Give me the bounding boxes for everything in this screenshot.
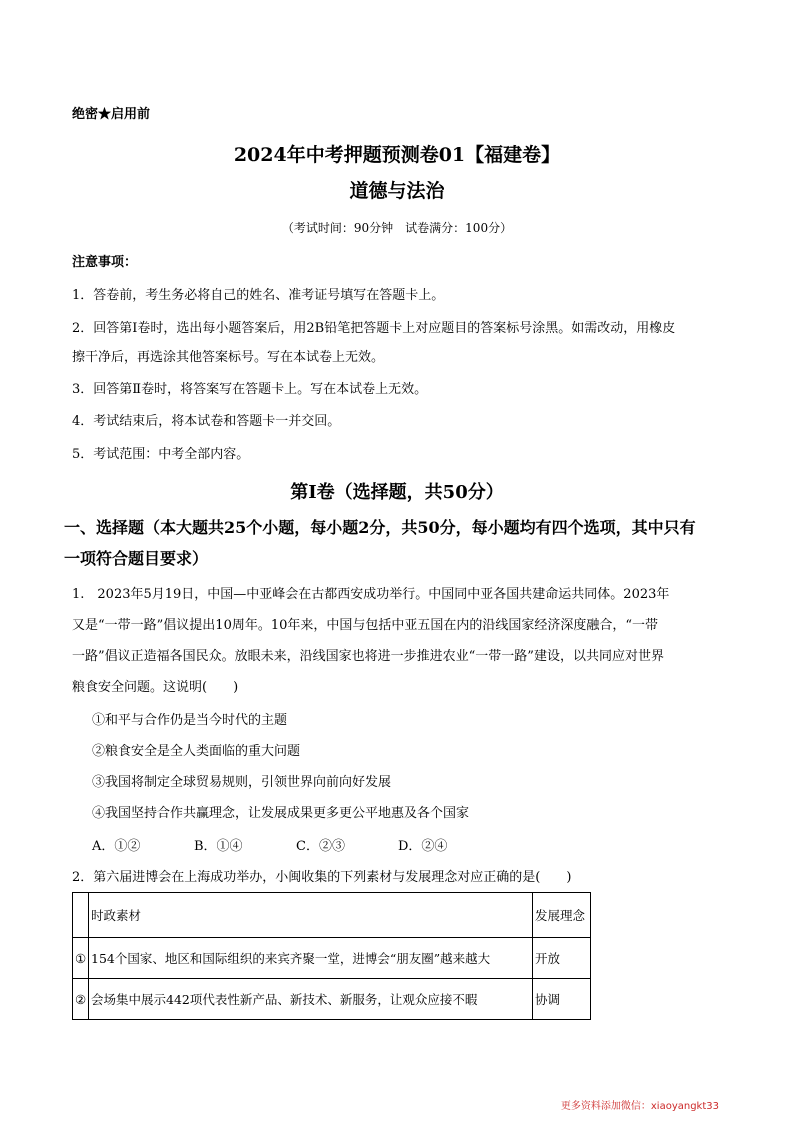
exam-info: （考试时间：90分钟 试卷满分：100分）: [281, 221, 513, 235]
notice-item: 1．答卷前，考生务必将自己的姓名、准考证号填写在答题卡上。: [72, 288, 445, 303]
notice-item: 2．回答第Ⅰ卷时，选出每小题答案后，用2B铅笔把答题卡上对应题目的答案标号涂黑。如需改动，用橡皮: [72, 321, 676, 336]
table-header-row: [73, 893, 591, 938]
table-cell: 协调: [533, 979, 591, 1020]
table-cell: ②: [73, 979, 89, 1020]
option-c: C．②③: [296, 839, 345, 854]
option-a: A．①②: [92, 839, 141, 854]
question-1-line: 一路”倡议正造福各国民众。放眼未来，沿线国家也将进一步推进农业“一带一路”建设，以共同应对世界: [72, 649, 664, 664]
option-b: B．①④: [194, 839, 243, 854]
exam-title: 2024年中考押题预测卷01【福建卷】: [233, 144, 561, 166]
statement: ①和平与合作仍是当今时代的主题: [92, 713, 288, 728]
subject-title: 道德与法治: [349, 180, 445, 202]
statement: ②粮食安全是全人类面临的重大问题: [92, 744, 301, 759]
notice-heading: 注意事项：: [72, 255, 138, 270]
table-row: [73, 938, 591, 979]
confidential-mark: 绝密★启用前: [72, 107, 151, 122]
table-cell: ①: [73, 938, 89, 979]
notice-item: 3．回答第Ⅱ卷时，将答案写在答题卡上。写在本试卷上无效。: [72, 382, 428, 397]
notice-item: 擦干净后，再选涂其他答案标号。写在本试卷上无效。: [72, 350, 385, 365]
section-heading: 一项符合题目要求）: [64, 549, 209, 568]
footer-watermark: 更多资料添加微信：xiaoyangkt33: [560, 1101, 719, 1112]
table-row: [73, 979, 591, 1020]
part-title: 第Ⅰ卷（选择题，共50分）: [290, 482, 504, 503]
statement: ④我国坚持合作共赢理念，让发展成果更多更公平地惠及各个国家: [92, 806, 470, 821]
question-1-line: 粮食安全问题。这说明( ): [72, 680, 239, 695]
material-table: [72, 892, 591, 1020]
table-cell: 154个国家、地区和国际组织的来宾齐聚一堂，进博会“朋友圈”越来越大: [89, 938, 533, 979]
option-d: D．②④: [398, 839, 448, 854]
question-1-line: 又是“一带一路”倡议提出10周年。10年来，中国与包括中亚五国在内的沿线国家经济深度融合，“一带: [72, 618, 659, 633]
notice-item: 4．考试结束后，将本试卷和答题卡一并交回。: [72, 414, 341, 429]
answer-options: [92, 835, 447, 854]
table-cell: 开放: [533, 938, 591, 979]
question-1-line: 1. 2023年5月19日，中国—中亚峰会在古都西安成功举行。中国同中亚各国共建命运共同体。2023年: [72, 587, 670, 602]
table-header-cell: 时政素材: [89, 893, 533, 938]
table-header-cell: 发展理念: [533, 893, 591, 938]
question-2-stem: 2．第六届进博会在上海成功举办，小闽收集的下列素材与发展理念对应正确的是( ): [72, 870, 572, 885]
table-cell: 会场集中展示442项代表性新产品、新技术、新服务，让观众应接不暇: [89, 979, 533, 1020]
notice-item: 5．考试范围：中考全部内容。: [72, 447, 250, 462]
section-heading: 一、选择题（本大题共25个小题，每小题2分，共50分，每小题均有四个选项，其中只有: [64, 518, 696, 537]
statement: ③我国将制定全球贸易规则，引领世界向前向好发展: [92, 775, 392, 790]
table-header-cell: [73, 893, 89, 938]
